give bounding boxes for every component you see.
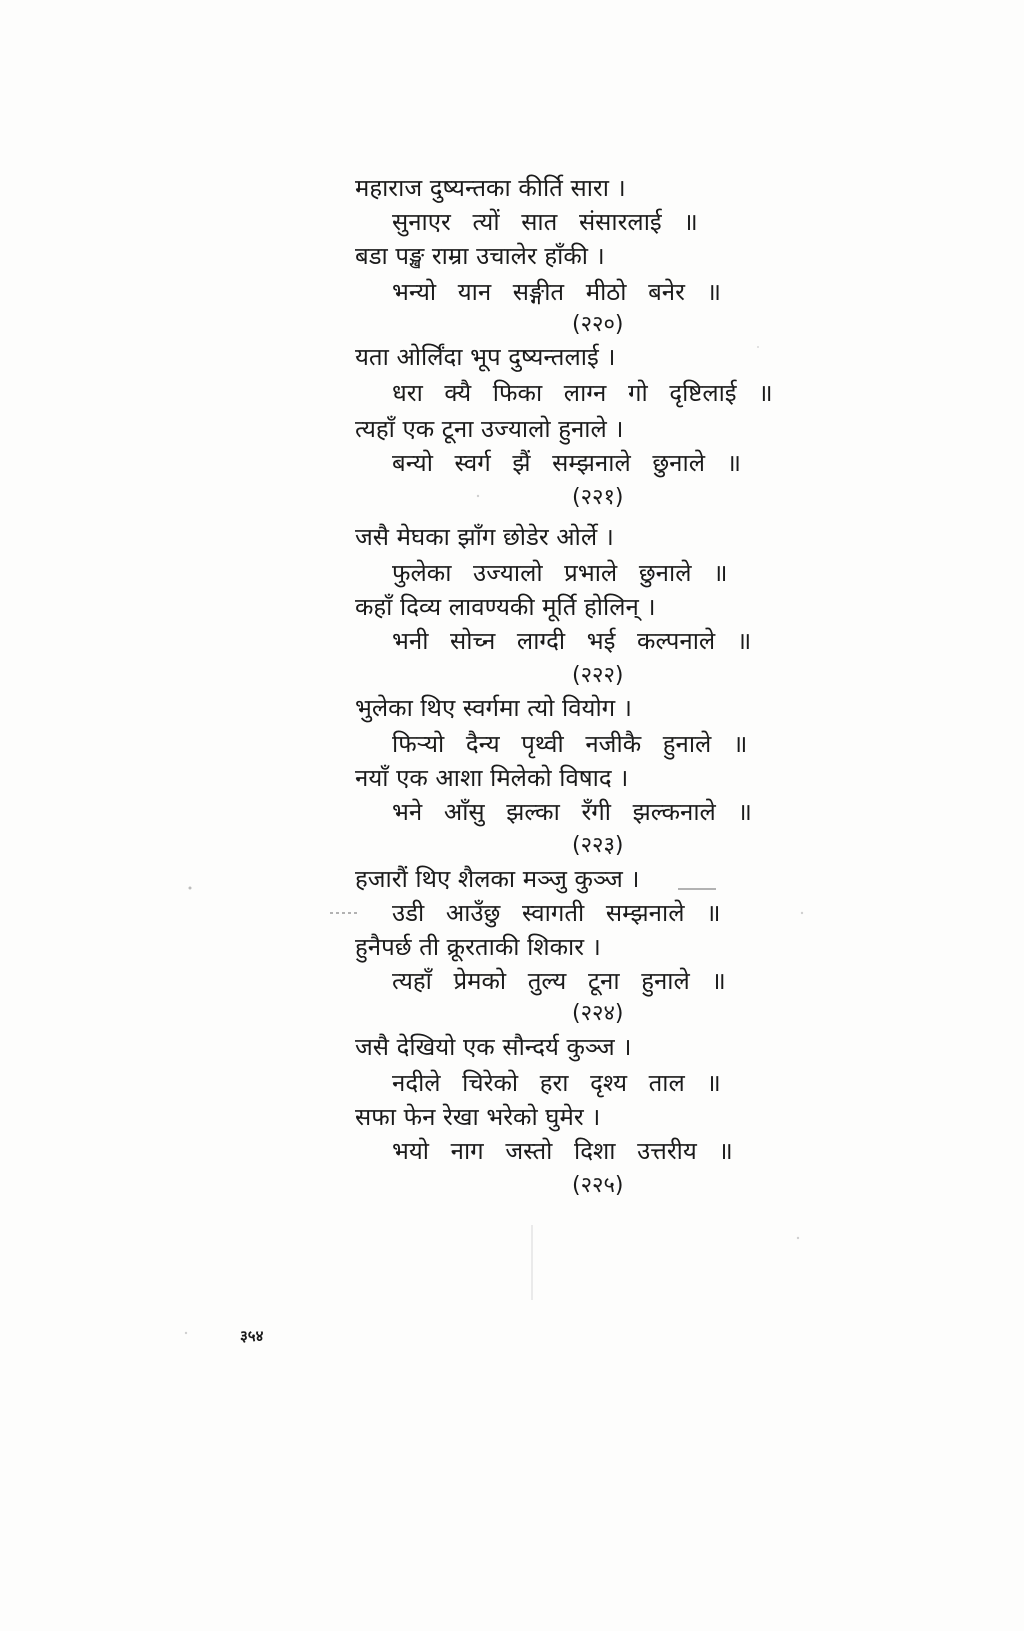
verse-line: त्यहाँ प्रेमको तुल्य टूना हुनाले ॥	[392, 967, 726, 995]
verse-line: नदीले चिरेको हरा दृश्य ताल ॥	[392, 1069, 721, 1097]
verse-number: (२२१)	[572, 485, 624, 510]
verse-number: (२२२)	[572, 663, 624, 688]
verse-line: भयो नाग जस्तो दिशा उत्तरीय ॥	[392, 1137, 733, 1165]
verse-line: जसै मेघका झाँग छोडेर ओर्ले ।	[355, 523, 614, 551]
verse-line: उडी आउँछु स्वागती सम्झनाले ॥	[392, 899, 721, 927]
verse-line: कहाँ दिव्य लावण्यकी मूर्ति होलिन् ।	[355, 593, 656, 621]
verse-line: फिऱ्यो दैन्य पृथ्वी नजीकै हुनाले ॥	[392, 730, 748, 758]
verse-number: (२२५)	[572, 1173, 624, 1198]
page-number: ३५४	[240, 1327, 264, 1345]
verse-number: (२२०)	[572, 312, 624, 337]
verse-line: नयाँ एक आशा मिलेको विषाद ।	[355, 764, 629, 792]
verse-number: (२२३)	[572, 833, 624, 858]
verse-number: (२२४)	[572, 1001, 624, 1026]
verse-line: यता ओर्लिंदा भूप दुष्यन्तलाई ।	[355, 343, 616, 371]
verse-line: हजारौं थिए शैलका मञ्जु कुञ्ज ।	[355, 865, 640, 893]
verse-line: जसै देखियो एक सौन्दर्य कुञ्ज ।	[355, 1033, 632, 1061]
verse-line: भने आँसु झल्का रँगी झल्कनाले ॥	[392, 798, 752, 826]
verse-line: सुनाएर त्यों सात संसारलाई ॥	[392, 208, 698, 236]
verse-line: भुलेका थिए स्वर्गमा त्यो वियोग ।	[355, 694, 632, 722]
verse-line: भन्यो यान सङ्गीत मीठो बनेर ॥	[392, 278, 721, 306]
verse-line: बन्यो स्वर्ग झैं सम्झनाले छुनाले ॥	[392, 449, 741, 477]
verse-line: त्यहाँ एक टूना उज्यालो हुनाले ।	[355, 415, 624, 443]
verse-line: महाराज दुष्यन्तका कीर्ति सारा ।	[355, 174, 626, 202]
verse-line: फुलेका उज्यालो प्रभाले छुनाले ॥	[392, 559, 728, 587]
verse-line: सफा फेन रेखा भरेको घुमेर ।	[355, 1103, 601, 1131]
verse-line: भनी सोच्न लाग्दी भई कल्पनाले ॥	[392, 627, 752, 655]
verse-line: बडा पङ्ख राम्रा उचालेर हाँकी ।	[355, 242, 605, 270]
verse-line: धरा क्यै फिका लाग्न गो दृष्टिलाई ॥	[392, 379, 773, 407]
verse-line: हुनैपर्छ ती क्रूरताकी शिकार ।	[355, 933, 601, 961]
